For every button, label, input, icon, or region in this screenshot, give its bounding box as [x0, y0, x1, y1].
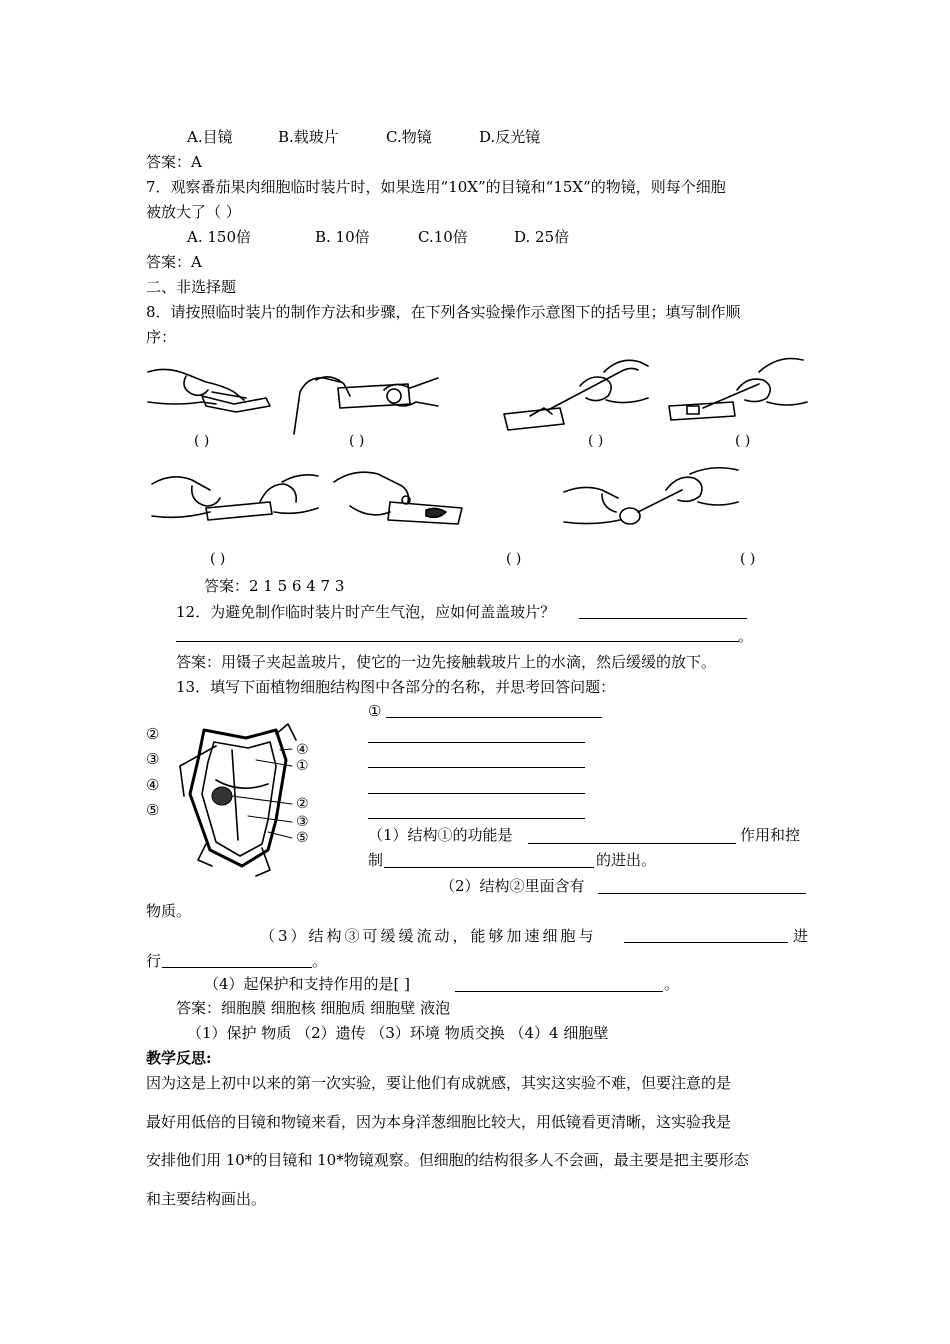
step-blank-1: ( ): [194, 433, 210, 449]
q8-line1: 8．请按照临时装片的制作方法和步骤，在下列各实验操作示意图下的括号里；填写制作顺: [146, 303, 741, 321]
name-blank-4[interactable]: [368, 793, 585, 794]
sub4-blank[interactable]: [455, 991, 663, 992]
name-blank-2[interactable]: [368, 742, 585, 743]
name-blank-5[interactable]: [368, 818, 585, 819]
reflection-line-3: 安排他们用 10*的目镜和 10*物镜观察。但细胞的结构很多人不会画，最主要是把主要形态: [146, 1151, 749, 1169]
side-label-3: ③: [146, 750, 160, 768]
diagram-label-5: ⑤: [296, 830, 309, 846]
name-blank-3[interactable]: [368, 767, 585, 768]
diagram-label-3: ③: [296, 814, 309, 830]
step-illustration-5: [150, 462, 320, 524]
side-label-5: ⑤: [146, 801, 160, 819]
side-label-2: ②: [146, 725, 160, 743]
sub1-blank-2[interactable]: [384, 867, 594, 868]
q13-sub1-a: （1）结构①的功能是: [368, 826, 513, 844]
q12-blank-1[interactable]: [579, 618, 747, 619]
q13-sub1-c: 制: [368, 851, 384, 869]
step-blank-4: ( ): [735, 433, 751, 449]
reflection-line-1: 因为这是上初中以来的第一次实验，要让他们有成就感，其实这实验不难，但要注意的是: [146, 1074, 732, 1092]
q12-question: 12．为避免制作临时装片时产生气泡，应如何盖盖玻片？: [176, 603, 556, 621]
q13-sub2-b: 物质。: [146, 902, 192, 920]
q12-answer: 答案：用镊子夹起盖玻片，使它的一边先接触载玻片上的水滴，然后缓缓的放下。: [176, 653, 717, 671]
step-blank-5: ( ): [210, 551, 226, 567]
q13-sub4-b: 。: [664, 975, 680, 993]
q13-answer-2: （1）保护 物质 （2）遗传 （3）环境 物质交换 （4）4 细胞壁: [187, 1024, 609, 1042]
reflection-title: 教学反思:: [146, 1049, 212, 1067]
q13-question: 13．填写下面植物细胞结构图中各部分的名称，并思考回答问题：: [176, 678, 616, 696]
q7-option-a: A. 150倍: [187, 228, 251, 246]
q8-answer: 答案：2 1 5 6 4 7 3: [204, 577, 345, 595]
q7-line1: 7．观察番茄果肉细胞临时装片时，如果选用“10X”的目镜和“15X”的物镜，则每个细胞: [146, 178, 726, 196]
section2-heading: 二、非选择题: [146, 278, 237, 296]
reflection-line-4: 和主要结构画出。: [146, 1190, 267, 1208]
step-illustration-4: [663, 350, 808, 432]
q13-sub4-a: （4）起保护和支持作用的是[ ]: [204, 975, 411, 993]
step-illustration-3: [500, 352, 650, 432]
q13-sub3-b: 进: [793, 927, 809, 945]
q13-sub2-a: （2）结构②里面含有: [440, 877, 585, 895]
name-blank-1[interactable]: [386, 717, 602, 718]
q6-option-c: C.物镜: [386, 128, 432, 146]
q6-option-a: A.目镜: [187, 128, 233, 146]
q7-option-b: B. 10倍: [315, 228, 370, 246]
step-blank-3: ( ): [588, 433, 604, 449]
diagram-label-1: ①: [296, 758, 309, 774]
blank-1-label: ①: [368, 702, 382, 720]
sub2-blank[interactable]: [598, 893, 806, 894]
q13-sub1-b: 作用和控: [740, 826, 801, 844]
diagram-label-2: ②: [296, 796, 309, 812]
reflection-line-2: 最好用低倍的目镜和物镜来看，因为本身洋葱细胞比较大，用低镜看更清晰，这实验我是: [146, 1113, 732, 1131]
step-illustration-6: [330, 462, 470, 528]
side-label-4: ④: [146, 776, 160, 794]
q7-line2: 被放大了（ ）: [146, 203, 241, 221]
q13-sub3-a: （3）结构③可缓缓流动，能够加速细胞与: [260, 927, 597, 945]
q13-sub1-d: 的进出。: [596, 851, 657, 869]
q12-blank-2[interactable]: [176, 641, 739, 642]
q7-option-c: C.10倍: [418, 228, 468, 246]
q13-answer-1: 答案：细胞膜 细胞核 细胞质 细胞壁 液泡: [176, 999, 451, 1017]
q7-option-d: D. 25倍: [514, 228, 570, 246]
step-illustration-1: [146, 362, 276, 424]
q8-line2: 序：: [146, 328, 177, 346]
q7-answer: 答案：A: [146, 253, 202, 271]
q13-sub3-d: 。: [312, 952, 328, 970]
step-blank-2: ( ): [349, 433, 365, 449]
step-illustration-2: [290, 362, 440, 434]
step-blank-7: ( ): [740, 551, 756, 567]
q6-option-d: D.反光镜: [479, 128, 541, 146]
q13-sub3-c: 行: [146, 952, 162, 970]
sub3-blank-2[interactable]: [162, 967, 312, 968]
step-blank-6: ( ): [506, 551, 522, 567]
step-illustration-7: [562, 460, 742, 532]
q6-option-b: B.载玻片: [278, 128, 339, 146]
sub3-blank-1[interactable]: [624, 942, 788, 943]
q12-period: 。: [738, 627, 754, 645]
q6-answer: 答案：A: [146, 153, 202, 171]
sub1-blank-1[interactable]: [528, 843, 736, 844]
diagram-label-4: ④: [296, 742, 309, 758]
